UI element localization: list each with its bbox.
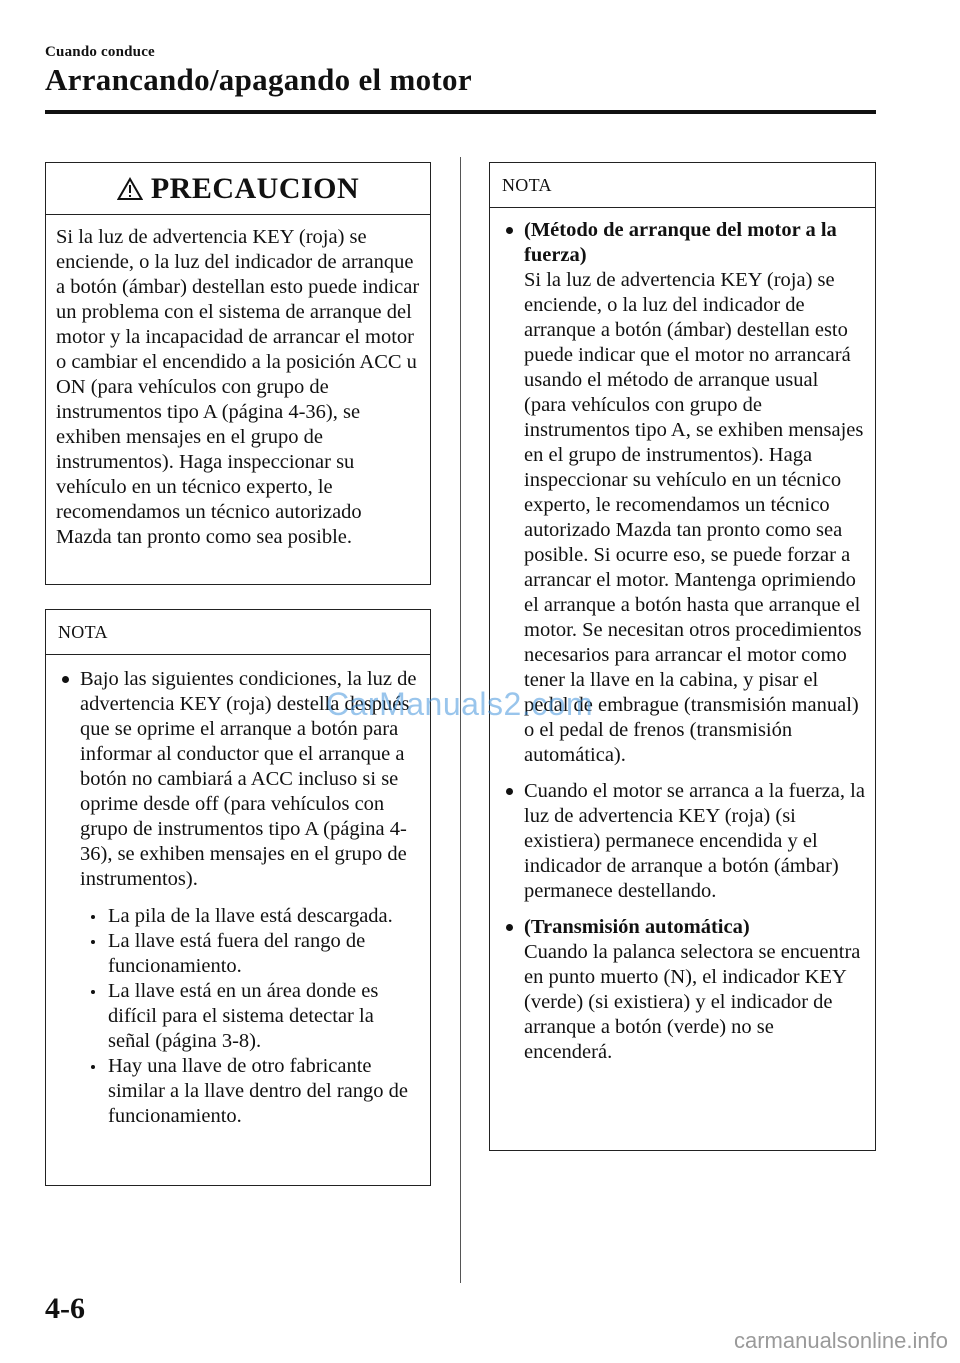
sub-list-item: Hay una llave de otro fabricante similar a la llave dentro del rango de funcionamiento.: [80, 1054, 420, 1129]
item-text: Si la luz de advertencia KEY (roja) se enciende, o la luz del indicador de arranque a botón (ámbar) destellan esto puede indicar que el motor no arrancará usando el método de arranque usual (para vehículos con grupo de instrumentos tipo A, se exhiben mensajes en el grupo de instrumentos). Haga inspeccionar su vehículo en un técnico experto, le recomendamos un técnico autorizado Mazda tan pronto como sea posible. Si ocurre eso, se puede forzar a arrancar el motor. Mantenga oprimiendo el arranque a botón hasta que arranque el motor. Se necesitan otros procedimientos necesarios para arrancar el motor como tener la llave en la cabina, y pisar el pedal de embrague (transmisión manual) o el pedal de frenos (transmisión automática).: [524, 269, 864, 766]
item-text: Cuando el motor se arranca a la fuerza, la luz de advertencia KEY (roja) (si existiera) permanece encendida y el indicador de arranque a botón (ámbar) permanece destellando.: [524, 780, 865, 902]
list-item: [500, 915, 865, 1065]
caution-text: Si la luz de advertencia KEY (roja) se enciende, o la luz del indicador de arranque a botón (ámbar) destellan esto puede indicar un problema con el sistema de arranque del motor y la incapacidad de arrancar el motor o cambiar el encendido a la posición ACC u ON (para vehículos con grupo de instrumentos tipo A (página 4-36), se exhiben mensajes en el grupo de instrumentos). Haga inspeccionar su vehículo en un técnico experto, le recomendamos un técnico autorizado Mazda tan pronto como sea posible.: [56, 226, 420, 548]
caution-box: [45, 162, 431, 585]
sub-list-item: La pila de la llave está descargada.: [80, 904, 420, 929]
list-item: [56, 667, 420, 1129]
section-label: Cuando conduce: [45, 44, 155, 60]
item-title: (Transmisión automática): [524, 916, 750, 938]
warning-triangle-icon: [117, 177, 143, 201]
caution-heading: PRECAUCION: [150, 171, 360, 205]
title-rule: [45, 110, 876, 114]
note-bullet-text: Bajo las siguientes condiciones, la luz de advertencia KEY (roja) destella después que se oprime el arranque a botón para informar al conductor que el arranque a botón no cambiará a ACC incluso si se oprime desde off (para vehículos con grupo de instrumentos tipo A (página 4-36), se exhiben mensajes en el grupo de instrumentos).: [80, 668, 417, 890]
page-title: Arrancando/apagando el motor: [45, 62, 472, 97]
note-box-right: [489, 162, 876, 1151]
page-number: 4-6: [45, 1292, 85, 1325]
note-body: [46, 655, 430, 1150]
sub-list-item: La llave está en un área donde es difícil para el sistema detectar la señal (página 3-8).: [80, 979, 420, 1054]
watermark-text: CarManuals2.com: [326, 686, 594, 722]
list-item: [500, 779, 865, 904]
note-body: [490, 208, 875, 1086]
item-title: (Método de arranque del motor a la fuerza): [524, 219, 837, 266]
caution-header: [46, 163, 430, 215]
footer-source-mark: carmanualsonline.info: [733, 1328, 948, 1353]
sub-list-item: La llave está fuera del rango de funcionamiento.: [80, 929, 420, 979]
note-header: NOTA: [46, 610, 430, 655]
note-header: NOTA: [490, 163, 875, 208]
item-text: Cuando la palanca selectora se encuentra en punto muerto (N), el indicador KEY (verde) (si existiera) y el indicador de arranque a botón (verde) no se encenderá.: [524, 941, 861, 1063]
